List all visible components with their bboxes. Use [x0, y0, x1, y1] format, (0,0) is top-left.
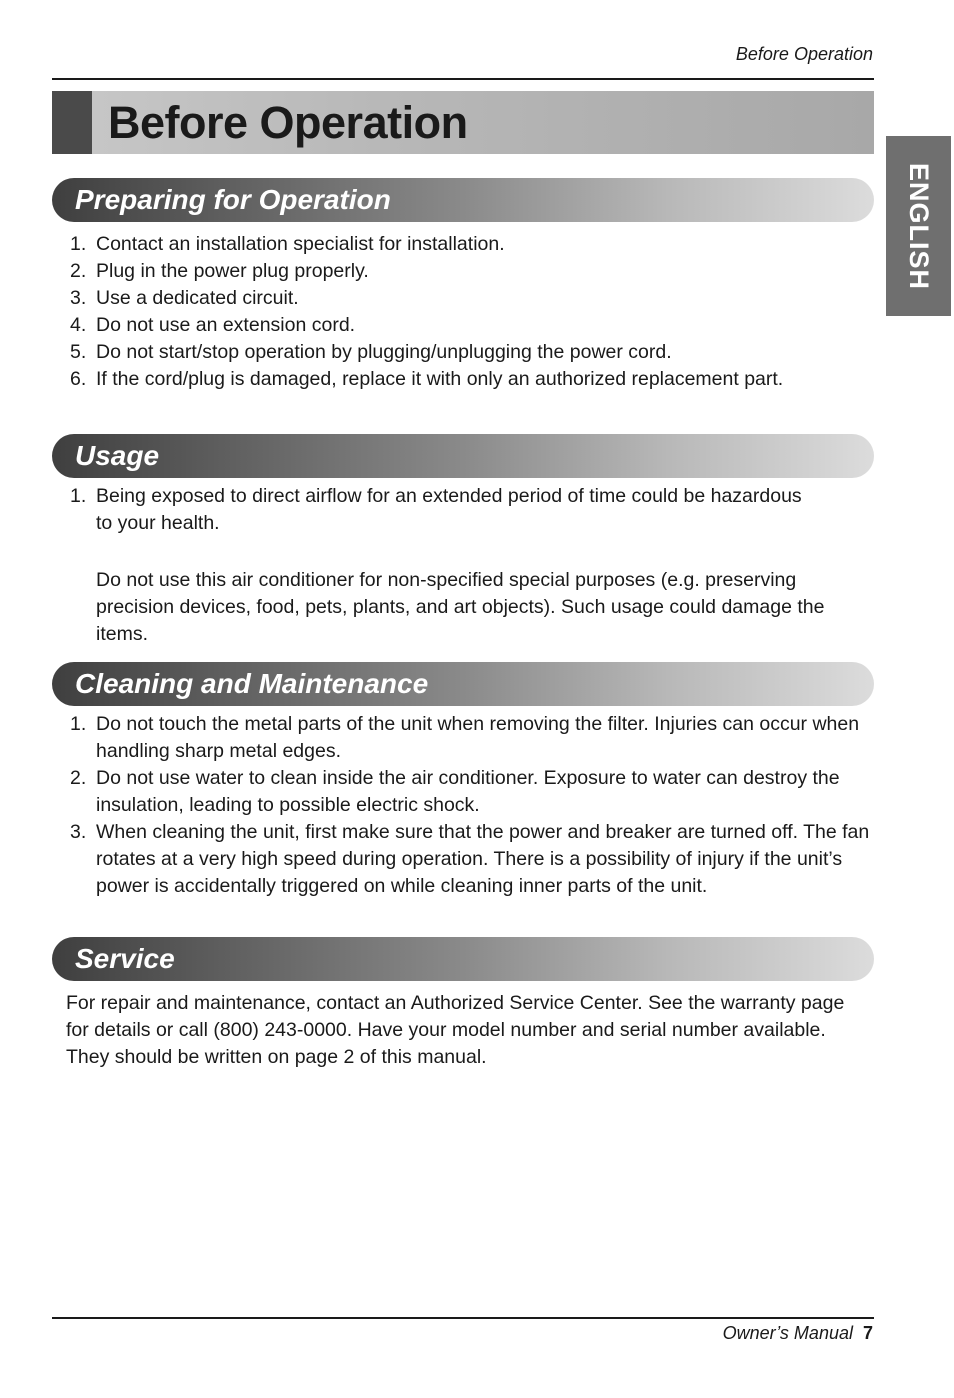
language-tab-label: ENGLISH: [904, 162, 935, 290]
item-number: 5.: [70, 341, 87, 363]
item-text: Do not start/stop operation by plugging/unplugging the power cord.: [96, 341, 672, 363]
list-item: [66, 258, 874, 285]
item-text: Do not use water to clean inside the air conditioner. Exposure to water can destroy the insulation, leading to possible electric shock.: [96, 767, 840, 816]
item-number: 2.: [70, 767, 87, 789]
section-header-preparing: [52, 178, 874, 222]
footer-label: Owner’s Manual: [722, 1323, 853, 1343]
item-number: 6.: [70, 368, 87, 390]
section-heading: Preparing for Operation: [75, 184, 391, 215]
item-number: 3.: [70, 821, 87, 843]
item-text: If the cord/plug is damaged, replace it with only an authorized replacement part.: [96, 368, 784, 390]
usage-list: [66, 483, 874, 537]
item-text: When cleaning the unit, first make sure that the power and breaker are turned off. The fan rotates at a very high speed during operation. There is a possibility of injury if the unit’s power is accidentally triggered on while cleaning inner parts of the unit.: [96, 821, 870, 897]
list-item: [66, 483, 874, 537]
item-text: Contact an installation specialist for installation.: [96, 233, 505, 255]
list-item: [66, 285, 874, 312]
item-text: Do not touch the metal parts of the unit when removing the filter. Injuries can occur when handling sharp metal edges.: [96, 713, 860, 762]
item-number: 1.: [70, 485, 87, 507]
list-item: [66, 312, 874, 339]
list-item: [66, 339, 874, 366]
item-number: 4.: [70, 314, 87, 336]
item-number: 1.: [70, 713, 87, 735]
header-rule: [52, 78, 874, 80]
usage-note: Do not use this air conditioner for non-specified special purposes (e.g. preserving precision devices, food, pets, plants, and art objects). Such usage could damage the items.: [96, 569, 825, 645]
item-number: 1.: [70, 233, 87, 255]
section-heading: Service: [75, 943, 175, 974]
item-text: Do not use an extension cord.: [96, 314, 356, 336]
item-text: Being exposed to direct airflow for an extended period of time could be hazardous to your health.: [96, 485, 802, 534]
list-item: [66, 366, 874, 393]
service-text: For repair and maintenance, contact an Authorized Service Center. See the warranty page for details or call (800) 243-0000. Have your model number and serial number available. They should be written on page 2 of this manual.: [66, 992, 845, 1068]
list-item: [66, 819, 874, 900]
footer-rule: [52, 1317, 874, 1319]
language-tab: [886, 136, 951, 316]
page-title: Before Operation: [108, 96, 468, 148]
list-item: [66, 231, 874, 258]
list-item: [66, 765, 874, 819]
title-accent-block: [52, 91, 92, 154]
footer: [723, 1323, 873, 1344]
title-bar: [52, 91, 874, 154]
item-text: Use a dedicated circuit.: [96, 287, 299, 309]
section-heading: Usage: [75, 440, 160, 471]
section-heading: Cleaning and Maintenance: [75, 668, 429, 699]
section-header-cleaning: [52, 662, 874, 706]
item-text: Plug in the power plug properly.: [96, 260, 369, 282]
item-number: 2.: [70, 260, 87, 282]
preparing-list: [66, 231, 874, 393]
item-number: 3.: [70, 287, 87, 309]
list-item: [66, 711, 874, 765]
cleaning-list: [66, 711, 874, 900]
page-number: 7: [862, 1323, 873, 1343]
section-header-service: [52, 937, 874, 981]
running-header: Before Operation: [735, 44, 873, 64]
section-header-usage: [52, 434, 874, 478]
